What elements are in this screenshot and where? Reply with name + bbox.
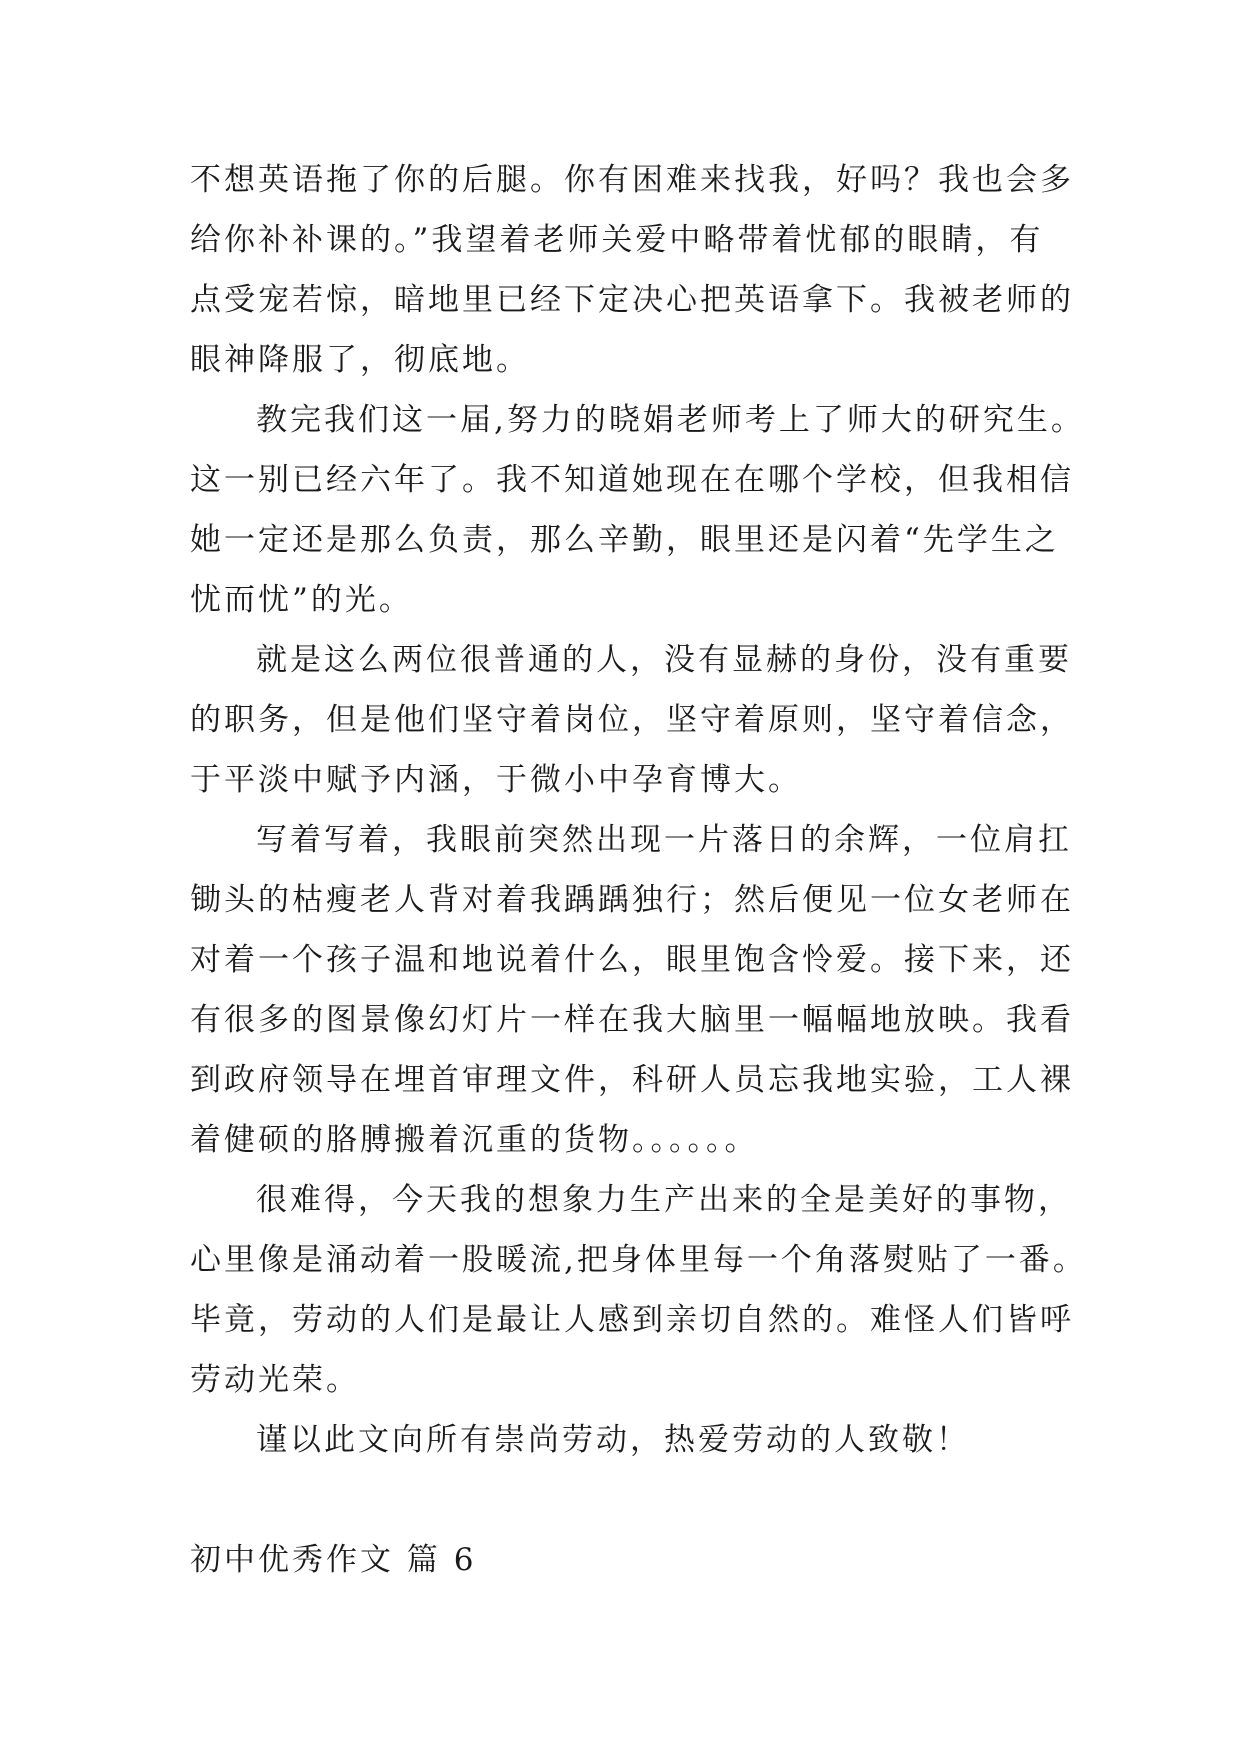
document-body (190, 150, 1087, 1590)
paragraph-4-line-2: 锄头的枯瘦老人背对着我踽踽独行；然后便见一位女老师在 (190, 882, 1074, 918)
paragraph-4-line-1: 写着写着，我眼前突然出现一片落日的余辉，一位肩扛 (256, 822, 1072, 858)
paragraph-4-line-3: 对着一个孩子温和地说着什么，眼里饱含怜爱。接下来，还 (190, 942, 1074, 978)
paragraph-4-line-6: 着健硕的胳膊搬着沉重的货物。。。。。。 (190, 1122, 759, 1158)
paragraph-5-line-2: 心里像是涌动着一股暖流,把身体里每一个角落熨贴了一番。 (190, 1242, 1087, 1278)
paragraph-2-line-1: 教完我们这一届,努力的晓娟老师考上了师大的研究生。 (256, 402, 1085, 438)
paragraph-2-line-4: 忧而忧”的光。 (190, 582, 413, 618)
paragraph-5-line-3: 毕竟，劳动的人们是最让人感到亲切自然的。难怪人们皆呼 (190, 1302, 1074, 1338)
paragraph-5-line-1: 很难得，今天我的想象力生产出来的全是美好的事物， (256, 1182, 1072, 1218)
section-heading: 初中优秀作文 篇 6 (190, 1542, 477, 1578)
paragraph-3-line-2: 的职务，但是他们坚守着岗位，坚守着原则，坚守着信念， (190, 702, 1074, 738)
paragraph-4-line-5: 到政府领导在埋首审理文件，科研人员忘我地实验，工人裸 (190, 1062, 1074, 1098)
paragraph-2-line-2: 这一别已经六年了。我不知道她现在在哪个学校，但我相信 (190, 462, 1074, 498)
paragraph-3-line-1: 就是这么两位很普通的人，没有显赫的身份，没有重要 (256, 642, 1072, 678)
section-spacer (190, 1470, 1070, 1530)
paragraph-5-line-4: 劳动光荣。 (190, 1362, 360, 1398)
paragraph-2-line-3: 她一定还是那么负责，那么辛勤，眼里还是闪着“先学生之 (190, 522, 1059, 558)
paragraph-1-line-1: 不想英语拖了你的后腿。你有困难来找我，好吗？我也会多 (190, 162, 1074, 198)
paragraph-3-line-3: 于平淡中赋予内涵，于微小中孕育博大。 (190, 762, 802, 798)
paragraph-4-line-4: 有很多的图景像幻灯片一样在我大脑里一幅幅地放映。我看 (190, 1002, 1074, 1038)
paragraph-1-line-4: 眼神降服了，彻底地。 (190, 342, 530, 378)
paragraph-1-line-3: 点受宠若惊，暗地里已经下定决心把英语拿下。我被老师的 (190, 282, 1074, 318)
paragraph-1-line-2: 给你补补课的。”我望着老师关爱中略带着忧郁的眼睛，有 (190, 222, 1044, 258)
paragraph-6-line-1: 谨以此文向所有崇尚劳动，热爱劳动的人致敬！ (256, 1422, 970, 1458)
